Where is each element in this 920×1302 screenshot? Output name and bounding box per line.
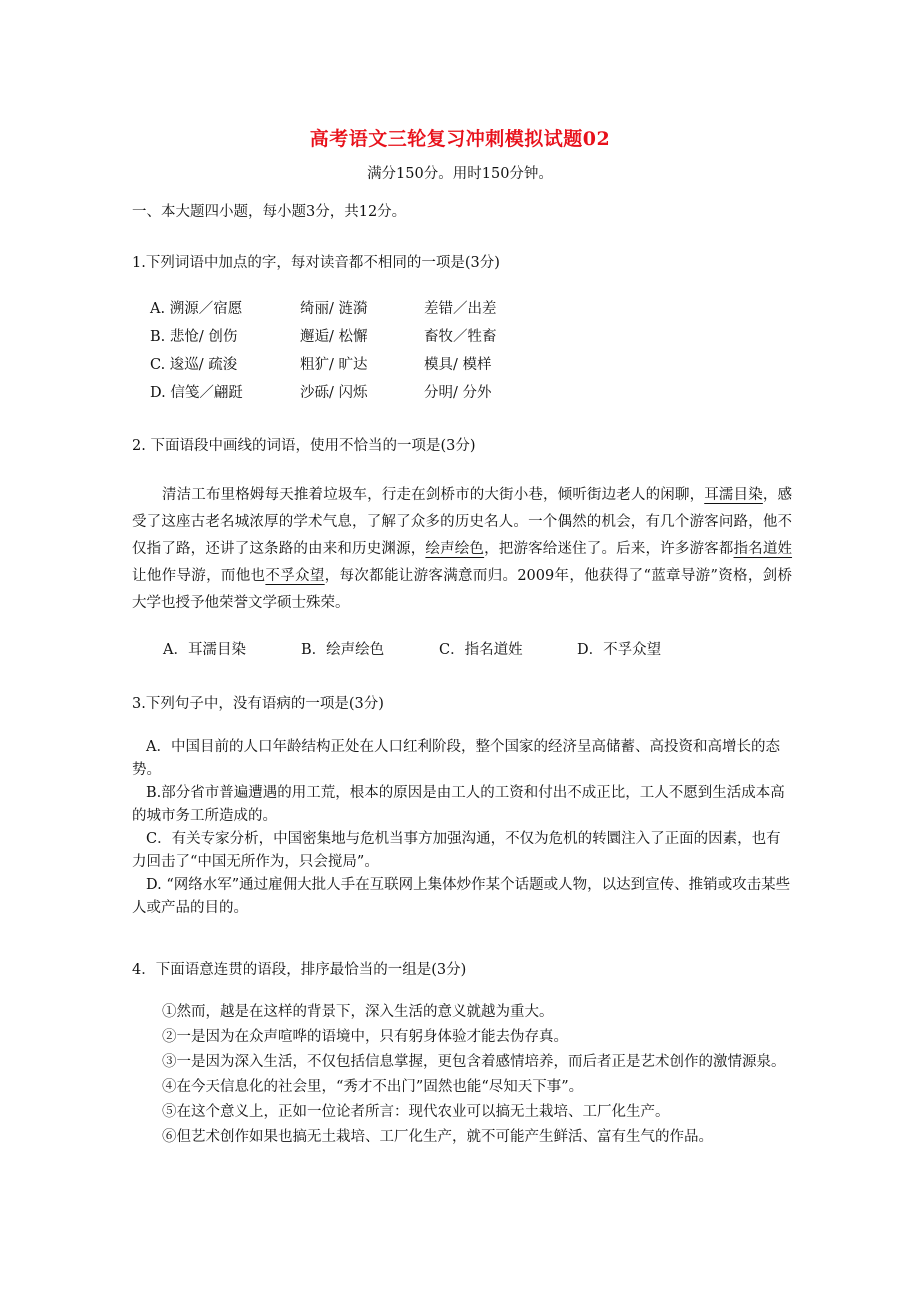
underlined-term: 绘声绘色 xyxy=(425,541,485,557)
q1-option-d: D. 信笺／翩跹 沙砾/ 闪烁 分明/ 分外 xyxy=(150,385,492,401)
q2-option-c: C．指名道姓 xyxy=(439,642,523,658)
q1-option-c: C. 逡巡/ 疏浚 粗犷/ 旷达 模具/ 模样 xyxy=(150,357,492,373)
section-heading: 一、本大题四小题，每小题3分，共12分。 xyxy=(132,204,407,220)
q4-sentences xyxy=(132,1001,792,1151)
underlined-term: 耳濡目染 xyxy=(704,487,763,503)
q2-passage: 清洁工布里格姆每天推着垃圾车，行走在剑桥市的大街小巷，倾听街边老人的闲聊，耳濡目染，感受了这座古老名城浓厚的学术气息，了解了众多的历史名人。一个偶然的机会，有几个游客问路，他不仅指了路，还讲了这条路的由来和历史渊源，绘声绘色，把游客给迷住了。后来，许多游客都指名道姓让他作导游，而他也不孚众望，每次都能让游客满意而归。2009年，他获得了“蓝章导游”资格，剑桥大学也授予他荣誉文学硕士殊荣。 xyxy=(132,487,793,611)
q4-sentence-1: ①然而，越是在这样的背景下，深入生活的意义就越为重大。 xyxy=(162,1004,554,1020)
q4-sentence-2: ②一是因为在众声喧哗的语境中，只有躬身体验才能去伪存真。 xyxy=(162,1029,568,1045)
q3-option-c: C．有关专家分析，中国密集地与危机当事方加强沟通，不仅为危机的转圜注入了正面的因素，也有力回击了“中国无所作为，只会搅局”。 xyxy=(132,831,781,870)
q3-stem: 3.下列句子中，没有语病的一项是(3分) xyxy=(132,696,384,712)
exam-title: 高考语文三轮复习冲刺模拟试题02 xyxy=(309,128,611,150)
q2-answers xyxy=(163,638,715,659)
q1-option-a: A. 溯源／宿愿 绮丽/ 涟漪 差错／出差 xyxy=(150,301,497,317)
q2-option-b: B．绘声绘色 xyxy=(301,642,385,658)
q3-option-d: D. “网络水军”通过雇佣大批人手在互联网上集体炒作某个话题或人物，以达到宣传、推销或攻击某些人或产品的目的。 xyxy=(132,877,791,916)
q3-options xyxy=(132,736,792,920)
q3-option-b: B.部分省市普遍遭遇的用工荒，根本的原因是由工人的工资和付出不成正比，工人不愿到生活成本高的城市务工所造成的。 xyxy=(132,785,785,824)
q4-sentence-4: ④在今天信息化的社会里，“秀才不出门”固然也能“尽知天下事”。 xyxy=(162,1079,584,1095)
q2-option-a: A．耳濡目染 xyxy=(163,642,246,658)
q2-option-d: D．不孚众望 xyxy=(577,642,662,658)
underlined-term: 指名道姓 xyxy=(733,541,793,557)
q4-sentence-6: ⑥但艺术创作如果也搞无土栽培、工厂化生产，就不可能产生鲜活、富有生气的作品。 xyxy=(162,1129,713,1145)
q4-stem: 4．下面语意连贯的语段，排序最恰当的一组是(3分) xyxy=(132,962,467,978)
q3-option-a: A．中国目前的人口年龄结构正处在人口红利阶段，整个国家的经济呈高储蓄、高投资和高增长的态势。 xyxy=(132,739,780,778)
q1-option-b: B. 悲怆/ 创伤 邂逅/ 松懈 畜牧／牲畜 xyxy=(150,329,497,345)
q1-options xyxy=(150,295,544,407)
q2-stem: 2. 下面语段中画线的词语，使用不恰当的一项是(3分) xyxy=(132,438,476,454)
q1-stem: 1.下列词语中加点的字，每对读音都不相同的一项是(3分) xyxy=(132,255,500,271)
q4-sentence-3: ③一是因为深入生活，不仅包括信息掌握，更包含着感情培养，而后者正是艺术创作的激情源泉。 xyxy=(162,1054,786,1070)
exam-subtitle: 满分150分。用时150分钟。 xyxy=(367,166,553,182)
underlined-term: 不孚众望 xyxy=(265,568,325,584)
q4-sentence-5: ⑤在这个意义上，正如一位论者所言：现代农业可以搞无土栽培、工厂化生产。 xyxy=(162,1104,670,1120)
